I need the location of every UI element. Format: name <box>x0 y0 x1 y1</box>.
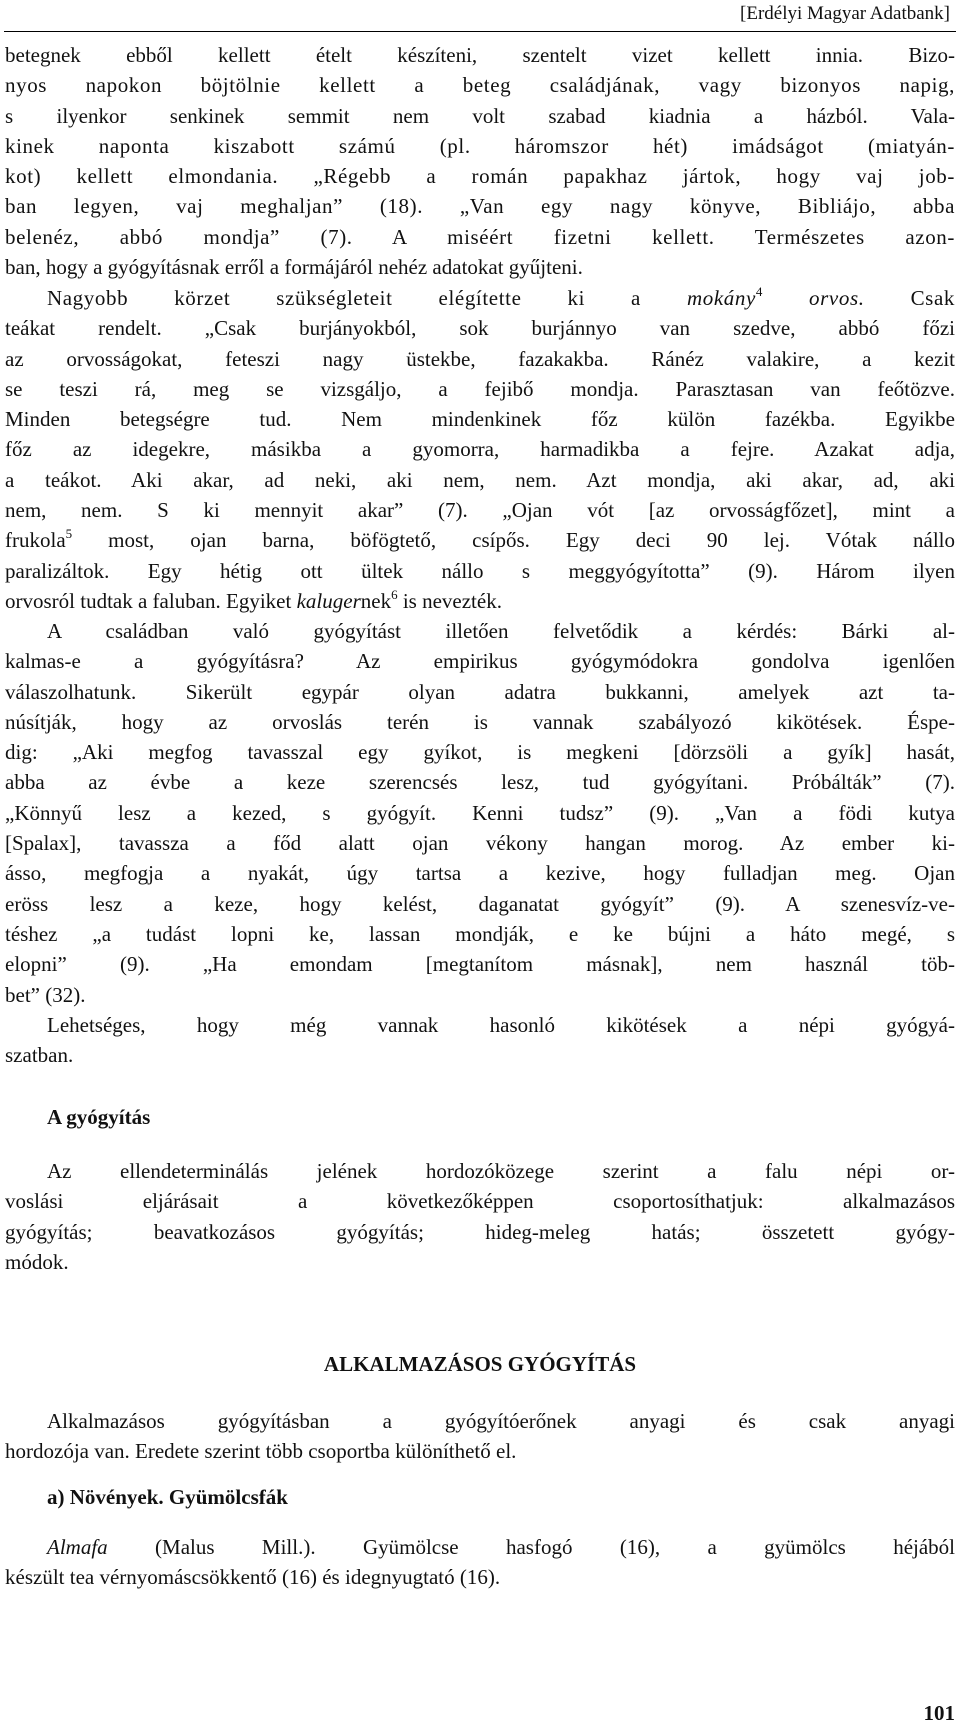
text-line: eröss lesz a keze, hogy kelést, daganatat gyógyít” (9). A szenesvíz-ve- <box>5 891 955 916</box>
text-line: Az ellendeterminálás jelének hordozóközege szerint a falu népi or- <box>47 1159 955 1183</box>
text-line: szatban. <box>5 1043 74 1068</box>
text-line <box>5 525 955 555</box>
chapter-heading: ALKALMAZÁSOS GYÓGYÍTÁS <box>323 1352 637 1376</box>
text-line: bet” (32). <box>5 982 86 1007</box>
text-line: [Spalax], tavassza a főd alatt ojan vékony hangan morog. Az ember ki- <box>5 831 955 856</box>
text-line: belenéz, abbó mondja” (7). A miséért fizetni kellett. Természetes azon- <box>5 224 955 249</box>
text-line: paralizáltok. Egy hétig ott ültek nállo s meggyógyította” (9). Három ilyen <box>5 558 955 583</box>
text-run: orvosról tudtak a faluban. Egyiket <box>5 588 297 613</box>
text-run: Csak <box>910 286 955 310</box>
text-line: s ilyenkor senkinek semmit nem volt szabad kiadnia a házból. Vala- <box>5 103 955 128</box>
text-run: most, ojan barna, böfögtető, csípős. Egy deci 90 lej. Vótak nállo <box>72 528 955 553</box>
paragraph-1 <box>5 40 955 282</box>
text-line <box>5 283 955 313</box>
text-line: készült tea vérnyomáscsökkentő (16) és idegnyugtató (16). <box>5 1565 501 1590</box>
text-line: se teszi rá, meg se vizsgáljo, a fejibő mondja. Parasztasan van feőtözve. <box>5 376 955 401</box>
text-run: is nevezték. <box>397 588 502 613</box>
text-line: kot) kellett elmondania. „Régebb a román papakhaz jártok, hogy vaj job- <box>5 164 955 189</box>
text-line: Alkalmazásos gyógyításban a gyógyítóerőnek anyagi és csak anyagi <box>47 1409 955 1433</box>
text-run: frukola <box>5 528 66 553</box>
italic-term: orvos. <box>809 286 865 310</box>
text-line: ban legyen, vaj meghaljan” (18). „Van egy nagy könyve, Bibliájo, abba <box>5 194 955 219</box>
text-line: gyógyítás; beavatkozásos gyógyítás; hideg-meleg hatás; összetett gyógy- <box>5 1219 955 1244</box>
section-heading: A gyógyítás <box>47 1105 151 1129</box>
header-rule <box>4 31 956 32</box>
italic-term: kaluger <box>296 588 361 613</box>
paragraph-3 <box>5 616 955 1010</box>
paragraph-6 <box>5 1406 955 1467</box>
text-line: abba az évbe a keze szerencsés lesz, tud gyógyítani. Próbálták” (7). <box>5 770 955 795</box>
paragraph-4 <box>5 1010 955 1071</box>
text-line: „Könnyű lesz a kezed, s gyógyít. Kenni tudsz” (9). „Van a födi kutya <box>5 800 955 825</box>
text-line: voslási eljárásait a következőképpen csoportosíthatjuk: alkalmazásos <box>5 1189 955 1214</box>
text-line: teákat rendelt. „Csak burjányokból, sok burjánnyo van szedve, abbó főzi <box>5 316 955 341</box>
text-line: dig: „Aki megfog tavasszal egy gyíkot, is megkeni [dörzsöli a gyík] hasát, <box>5 740 955 765</box>
text-line: főz az idegekre, másikba a gyomorra, harmadikba a fejre. Azakat adja, <box>5 437 955 462</box>
text-run: (Malus Mill.). Gyümölcse hasfogó (16), a gyümölcs héjából <box>107 1535 955 1559</box>
text-line: betegnek ebből kellett ételt készíteni, szentelt vizet kellett innia. Bizo- <box>5 43 955 67</box>
paragraph-2 <box>5 283 955 616</box>
text-line: kalmas-e a gyógyításra? Az empirikus gyógymódokra gondolva igenlően <box>5 649 955 674</box>
text-line: ban, hogy a gyógyításnak erről a formájáról nehéz adatokat gyűjteni. <box>5 255 583 280</box>
text-line <box>5 586 955 616</box>
text-line: nyos napokon böjtölnie kellett a beteg családjának, vagy bizonyos napig, <box>5 73 955 98</box>
text-line: Minden betegségre tud. Nem mindenkinek főz külön fazékba. Egyikbe <box>5 407 955 432</box>
paragraph-7 <box>5 1532 955 1593</box>
text-run: Nagyobb körzet szükségleteit elégítette ki a <box>47 286 641 310</box>
text-line: kinek naponta kiszabott számú (pl. háromszor hét) imádságot (miatyán- <box>5 133 955 158</box>
paragraph-5 <box>5 1156 955 1277</box>
text-line <box>5 1532 955 1562</box>
text-line: az orvosságokat, feteszi nagy üstekbe, fazakakba. Ránéz valakire, a kezit <box>5 346 955 371</box>
text-line: módok. <box>5 1249 69 1274</box>
text-line: hordozója van. Eredete szerint több csoportba különíthető el. <box>5 1439 517 1464</box>
text-line: a teákot. Aki akar, ad neki, aki nem, nem. Azt mondja, aki akar, ad, aki <box>5 467 955 492</box>
footnote-ref: 6 <box>391 586 398 602</box>
text-line: ásso, megfogja a nyakát, úgy tartsa a kezive, hogy fulladjan meg. Ojan <box>5 861 955 886</box>
text-line: téshez „a tudást lopni ke, lassan mondják, e ke bújni a háto megé, s <box>5 921 955 946</box>
text-line: Lehetséges, hogy még vannak hasonló kikötések a népi gyógyá- <box>47 1013 955 1037</box>
text-line: válaszolhatunk. Sikerült egypár olyan adatra bukkanni, amelyek azt ta- <box>5 679 955 704</box>
text-line: nem, nem. S ki mennyit akar” (7). „Ojan vót [az orvosságfőzet], mint a <box>5 498 955 523</box>
italic-term: Almafa <box>47 1535 108 1559</box>
page-number: 101 <box>923 1701 955 1725</box>
text-line: elopni” (9). „Ha emondam [megtanítom másnak], nem használ töb- <box>5 952 955 977</box>
footnote-ref: 4 <box>755 284 764 299</box>
text-run: nek <box>360 588 392 613</box>
source-header: [Erdélyi Magyar Adatbank] <box>740 3 950 24</box>
subsection-heading: a) Növények. Gyümölcsfák <box>47 1485 288 1509</box>
footnote-ref: 5 <box>65 526 73 542</box>
italic-term: mokány <box>687 286 756 310</box>
text-line: núsítják, hogy az orvoslás terén is vannak szabályozó kikötések. Éspe- <box>5 709 955 734</box>
text-line: A családban való gyógyítást illetően felvetődik a kérdés: Bárki al- <box>47 619 955 643</box>
